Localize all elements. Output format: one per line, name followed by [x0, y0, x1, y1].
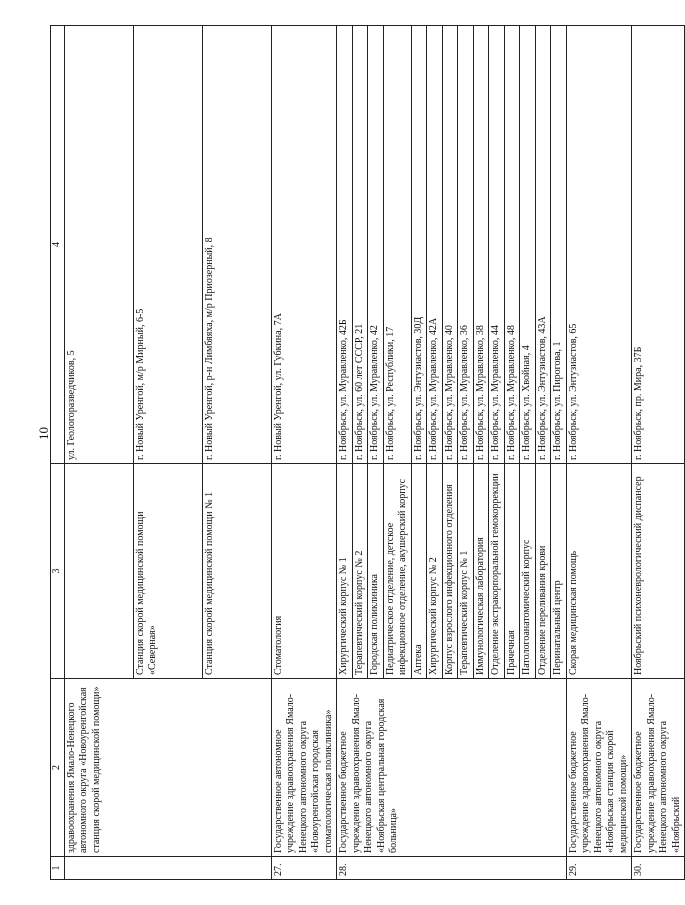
- unit-name: Аптека: [411, 464, 427, 679]
- table-row: [566, 26, 632, 880]
- organization-name: Государственное бюджетное учреждение здравоохранения Ямало-Ненецкого автономного округа «Ноябрьский: [632, 679, 685, 857]
- unit-address: г. Ноябрьск, ул. Муравленко, 44: [489, 26, 505, 464]
- unit-address: ул. Геологоразведчиков, 5: [64, 26, 133, 464]
- unit-name: Корпус взрослого инфекционного отделения: [442, 464, 458, 679]
- unit-address: г. Ноябрьск, ул. Муравленко, 42: [368, 26, 384, 464]
- unit-address: г. Новый Уренгой, ул. Губкина, 7А: [271, 26, 337, 464]
- unit-address: г. Ноябрьск, ул. Хвойная, 4: [520, 26, 536, 464]
- unit-address: г. Ноябрьск, ул. Муравленко, 48: [504, 26, 520, 464]
- unit-address: г. Ноябрьск, ул. Муравленко, 42Б: [337, 26, 353, 464]
- unit-address: г. Новый Уренгой, р-н Лимбяяха, м/р Приозерный, 8: [202, 26, 271, 464]
- unit-name: Скорая медицинская помощь: [566, 464, 632, 679]
- unit-name: Станция скорой медицинской помощи «Северная»: [133, 464, 202, 679]
- row-number: 27.: [271, 857, 337, 880]
- table-row: [632, 26, 685, 880]
- header-row: [51, 26, 65, 880]
- unit-name: Прачечная: [504, 464, 520, 679]
- facilities-table: [50, 25, 685, 880]
- unit-address: г. Ноябрьск, ул. Республики, 17: [383, 26, 411, 464]
- table-row: [64, 26, 133, 880]
- unit-address: г. Новый Уренгой, м/р Мирный, 6-5: [133, 26, 202, 464]
- unit-name: Педиатрическое отделение, детское инфекционное отделение, акушерский корпус: [383, 464, 411, 679]
- row-number: [64, 857, 271, 880]
- organization-name: Государственное бюджетное учреждение здравоохранения Ямало-Ненецкого автономного округа «Ноябрьская станция скорой медицинской помощи»: [566, 679, 632, 857]
- unit-address: г. Ноябрьск, ул. Энтузиастов, 65: [566, 26, 632, 464]
- row-number: 29.: [566, 857, 632, 880]
- unit-name: Ноябрьский психоневрологический диспансер: [632, 464, 685, 679]
- unit-address: г. Ноябрьск, ул. Муравленко, 40: [442, 26, 458, 464]
- organization-name: Государственное бюджетное учреждение здравоохранения Ямало-Ненецкого автономного округа «Ноябрьская центральная городская больница»: [337, 679, 567, 857]
- page-number: 10: [36, 427, 51, 440]
- table-row: [271, 26, 337, 880]
- row-number: 28.: [337, 857, 567, 880]
- header-cell: 2: [51, 679, 65, 857]
- unit-address: г. Ноябрьск, ул. 60 лет СССР, 21: [352, 26, 368, 464]
- organization-name: Государственное автономное учреждение здравоохранения Ямало-Ненецкого автономного округа «Новоуренгойская городская стоматологическая поликлиника»: [271, 679, 337, 857]
- organization-name: здравоохранения Ямало-Ненецкого автономного округа «Новоуренгойская станция скорой медицинской помощи»: [64, 679, 271, 857]
- unit-name: Иммунологическая лаборатория: [473, 464, 489, 679]
- unit-address: г. Ноябрьск, ул. Муравленко, 36: [458, 26, 474, 464]
- row-number: 30.: [632, 857, 685, 880]
- unit-name: Терапевтический корпус № 1: [458, 464, 474, 679]
- unit-address: г. Ноябрьск, ул. Пирогова, 1: [551, 26, 567, 464]
- unit-address: г. Ноябрьск, ул. Муравленко, 38: [473, 26, 489, 464]
- unit-name: Городская поликлиника: [368, 464, 384, 679]
- unit-name: Хирургический корпус № 2: [427, 464, 443, 679]
- unit-address: г. Ноябрьск, ул. Энтузиастов, 30Д: [411, 26, 427, 464]
- unit-name: Станция скорой медицинской помощи № 1: [202, 464, 271, 679]
- unit-name: [64, 464, 133, 679]
- unit-name: Хирургический корпус № 1: [337, 464, 353, 679]
- unit-name: Терапевтический корпус № 2: [352, 464, 368, 679]
- header-cell: 4: [51, 26, 65, 464]
- unit-address: г. Ноябрьск, ул. Муравленко, 42А: [427, 26, 443, 464]
- unit-name: Перинатальный центр: [551, 464, 567, 679]
- unit-name: Стоматология: [271, 464, 337, 679]
- unit-name: Отделение экстракорпоральной гемокоррекции: [489, 464, 505, 679]
- unit-address: г. Ноябрьск, пр. Мира, 37Б: [632, 26, 685, 464]
- rotated-page: [50, 26, 682, 880]
- unit-name: Патологоанатомический корпус: [520, 464, 536, 679]
- unit-address: г. Ноябрьск, ул. Энтузиастов, 43А: [535, 26, 551, 464]
- unit-name: Отделение переливания крови: [535, 464, 551, 679]
- header-cell: 1: [51, 857, 65, 880]
- table-row: [337, 26, 353, 880]
- header-cell: 3: [51, 464, 65, 679]
